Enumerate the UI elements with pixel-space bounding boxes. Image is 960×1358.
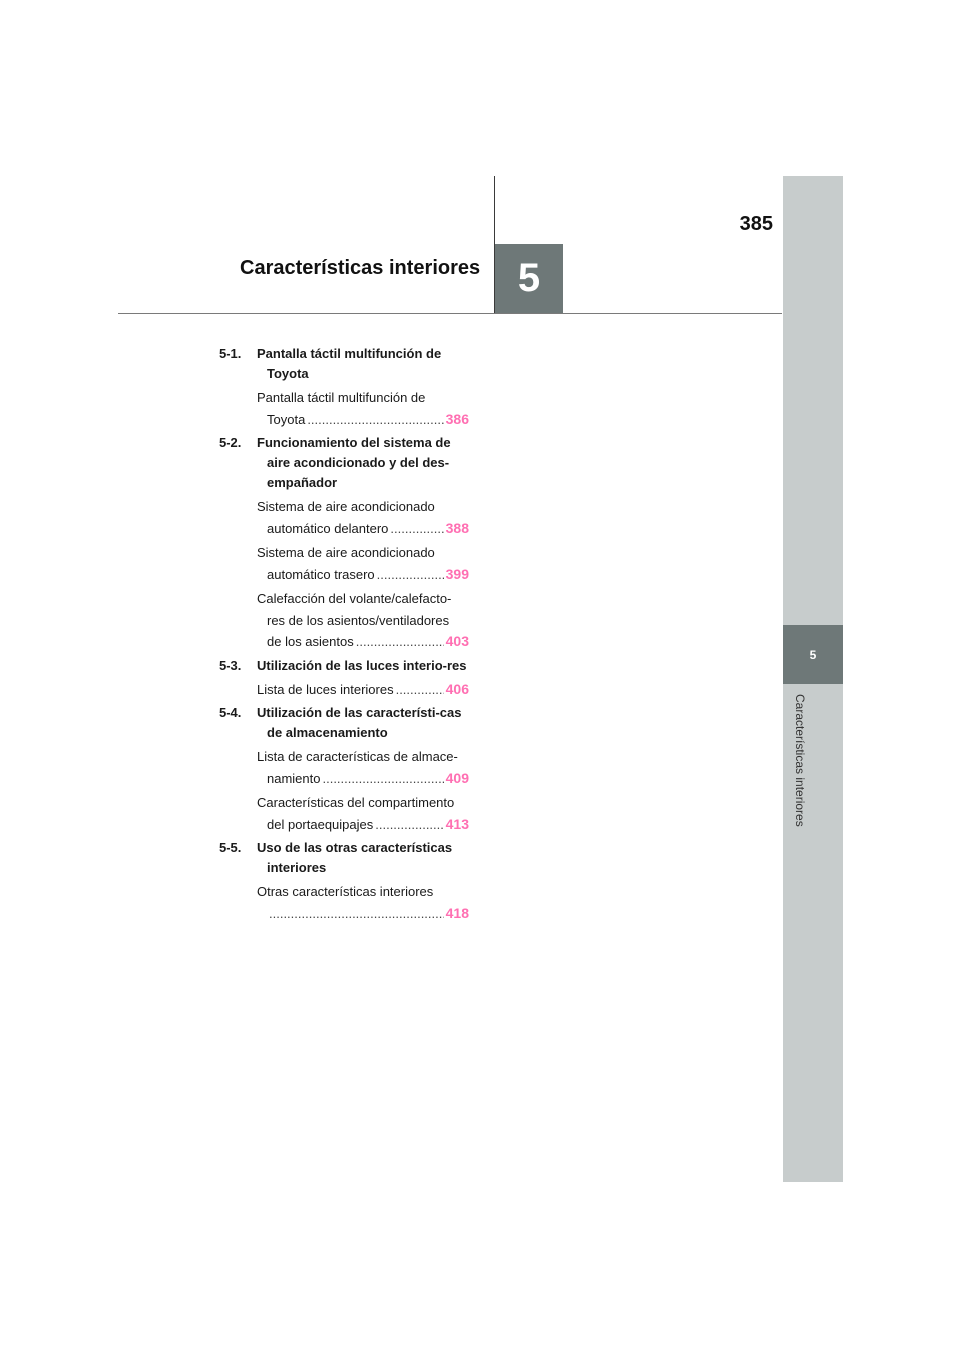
toc-entry[interactable] [257,792,469,835]
entry-title-last: automático trasero [267,566,375,582]
section-number: 5-5. [219,840,242,855]
entry-leader-line [257,564,469,586]
entry-page-link[interactable]: 413 [445,815,469,832]
side-chapter-label: Características interiores [793,694,807,827]
page-number: 385 [739,213,773,235]
toc-section [219,344,469,384]
section-heading[interactable] [219,703,469,743]
section-heading[interactable] [219,838,469,878]
entry-title-line: Otras características interiores [257,884,434,899]
entry-title-last: del portaequipajes [267,816,374,832]
entry-leader-line [257,409,469,431]
toc-entry[interactable] [257,881,469,924]
entry-page-link[interactable]: 399 [445,565,469,582]
entry-page-link[interactable]: 386 [445,410,469,427]
entry-leader-line [257,814,469,836]
entry-page-link[interactable]: 403 [445,633,469,649]
entry-title-last: Toyota [267,411,306,427]
entry-leader-line [257,679,469,701]
entry-title-line: res de los asientos/ventiladores [267,612,450,628]
toc-entry[interactable] [257,746,469,789]
header-horizontal-rule [118,313,782,314]
leader-dots [356,631,444,653]
toc-entry[interactable] [257,679,469,701]
entry-page-link[interactable]: 406 [445,680,469,697]
leader-dots [396,679,444,701]
toc-section [219,703,469,743]
toc-section [219,433,469,493]
leader-dots [322,768,443,790]
entry-page-link[interactable]: 409 [445,769,469,786]
section-title: Funcionamiento del sistema de aire acondicionado y del des-empañador [257,435,451,490]
leader-dots [307,409,443,431]
entry-page-link[interactable]: 418 [445,904,469,921]
chapter-title: Características interiores [240,257,481,279]
toc-entry[interactable] [257,496,469,539]
entry-leader-line [257,903,469,925]
entry-title-last: Lista de luces interiores [257,681,394,697]
chapter-number-box: 5 [495,244,563,313]
entry-title-last: namiento [267,770,321,786]
entry-leader-line [257,768,469,790]
section-title: Utilización de las característi-cas de almacenamiento [257,705,462,740]
leader-dots [377,564,444,586]
entry-page-link[interactable]: 388 [445,519,469,536]
entry-title-line: Pantalla táctil multifunción de [257,390,426,405]
section-number: 5-4. [219,705,242,720]
toc-section [219,838,469,878]
entry-title-line: Sistema de aire acondicionado [257,545,435,560]
entry-title-line: Características del compartimento [257,795,455,810]
entry-title-line: Sistema de aire acondicionado [257,499,435,514]
entry-title-line: Calefacción del volante/calefacto- [257,591,452,606]
toc-entry[interactable] [257,387,469,430]
section-title: Pantalla táctil multifunción de Toyota [257,346,442,381]
section-number: 5-1. [219,346,242,361]
section-title: Utilización de las luces interio-res [257,657,467,673]
leader-dots [390,518,443,540]
leader-dots [375,814,443,836]
table-of-contents [219,344,469,924]
section-heading[interactable] [219,344,469,384]
entry-title-line: Lista de características de almace- [257,749,458,764]
side-chapter-tab[interactable]: 5 [783,625,843,684]
entry-title-last: automático delantero [267,520,389,536]
entry-title-last: de los asientos [267,634,354,649]
entry-leader-line [257,518,469,540]
section-number: 5-3. [219,657,242,673]
section-heading[interactable] [219,656,469,676]
section-title: Uso de las otras características interiores [257,840,453,875]
section-number: 5-2. [219,435,242,450]
toc-entry[interactable] [257,542,469,585]
leader-dots [269,903,444,925]
toc-entry[interactable] [257,588,469,653]
entry-leader-line [257,631,469,653]
section-heading[interactable] [219,433,469,493]
toc-section [219,656,469,676]
